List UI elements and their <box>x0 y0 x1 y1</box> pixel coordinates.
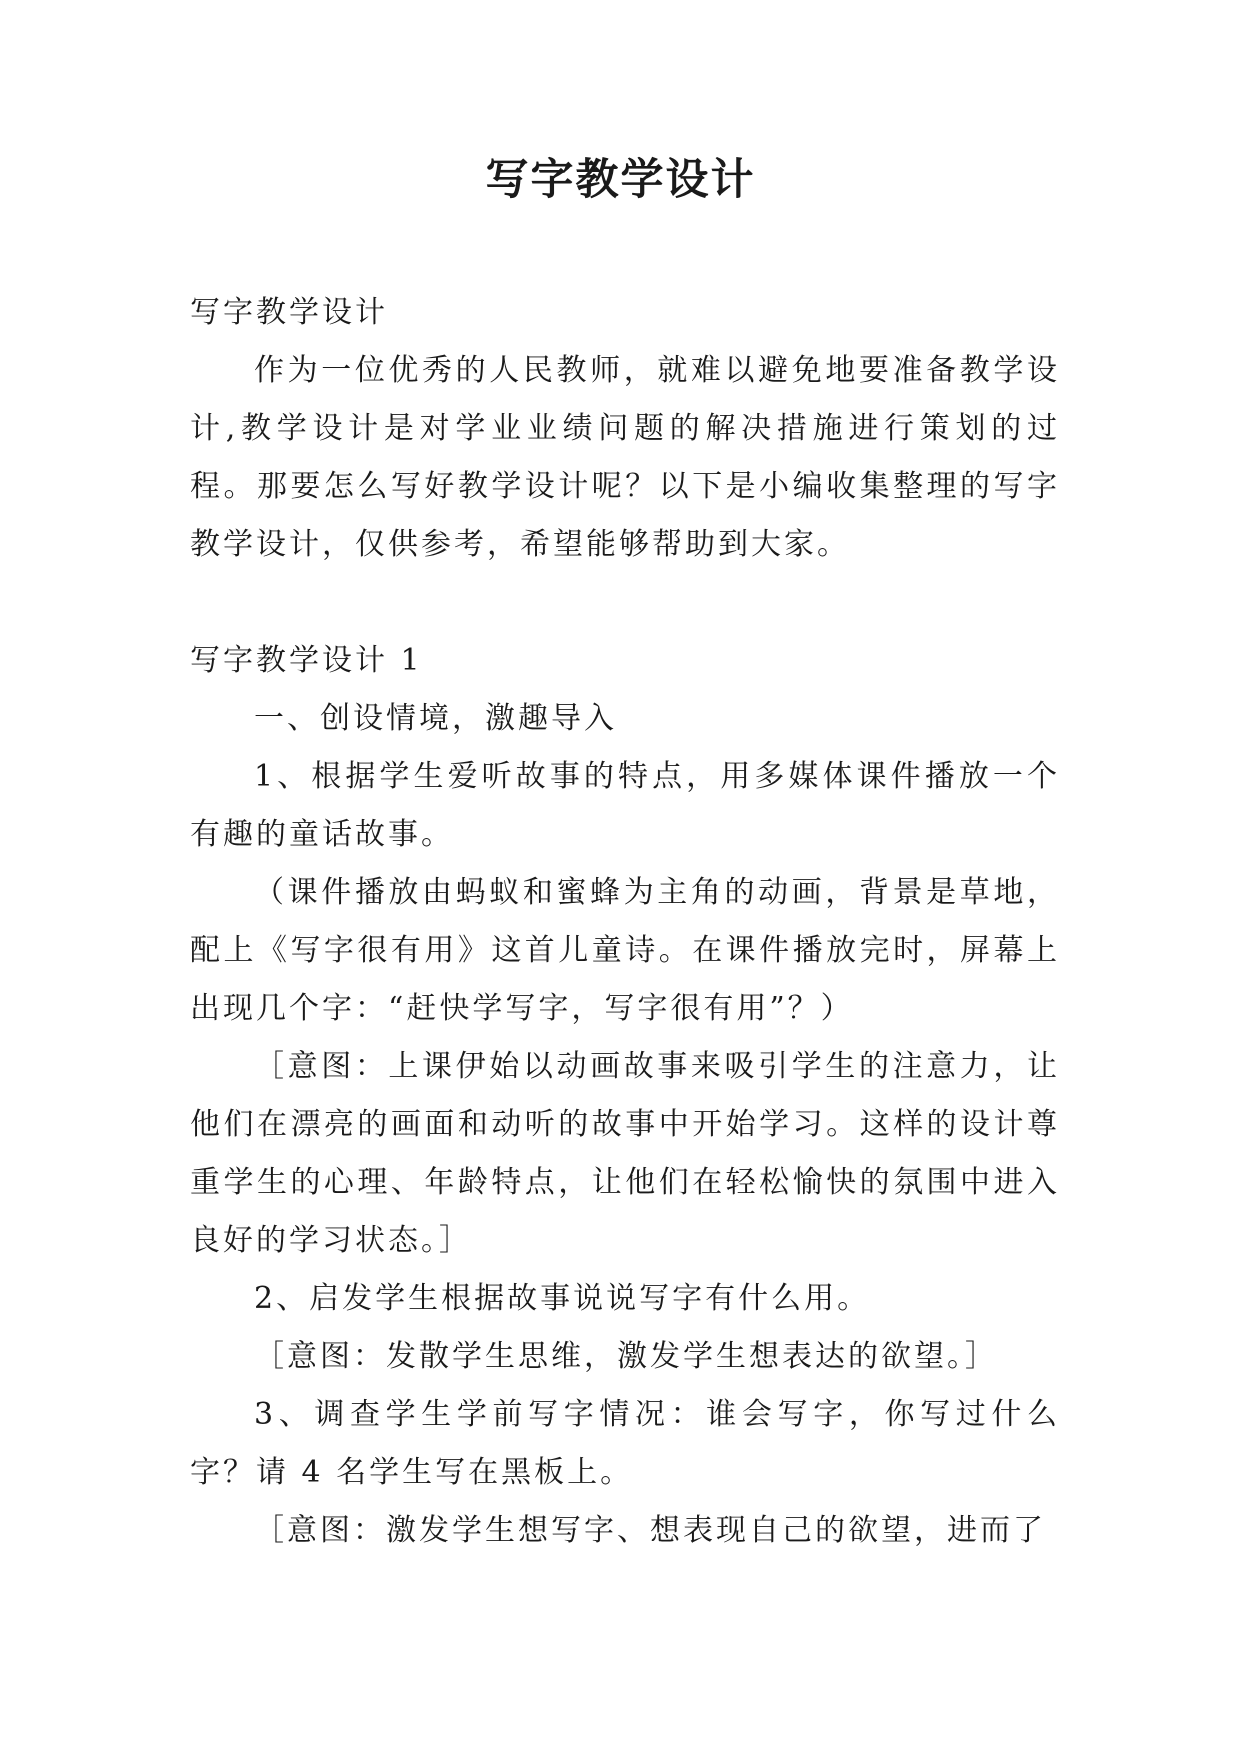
paragraph: ［意图：上课伊始以动画故事来吸引学生的注意力，让他们在漂亮的画面和动听的故事中开始学习。这样的设计尊重学生的心理、年龄特点，让他们在轻松愉快的氛围中进入良好的学习状态。］ <box>190 1049 1060 1258</box>
paragraph: ［意图：激发学生想写字、想表现自己的欲望，进而了 <box>254 1513 1046 1548</box>
paragraph: 一、创设情境，激趣导入 <box>254 701 617 736</box>
paragraph: 1、根据学生爱听故事的特点，用多媒体课件播放一个有趣的童话故事。 <box>190 759 1060 852</box>
paragraph: ［意图：发散学生思维，激发学生想表达的欲望。］ <box>254 1339 998 1374</box>
paragraph: 写字教学设计 <box>190 295 388 330</box>
paragraph: 3、调查学生学前写字情况：谁会写字，你写过什么字？请 4 名学生写在黑板上。 <box>190 1397 1060 1490</box>
paragraph: 2、启发学生根据故事说说写字有什么用。 <box>254 1281 871 1316</box>
document-title: 写字教学设计 <box>485 155 756 205</box>
paragraph: （课件播放由蚂蚁和蜜蜂为主角的动画，背景是草地，配上《写字很有用》这首儿童诗。在课件播放完时，屏幕上出现几个字：“赶快学写字，写字很有用”？） <box>190 875 1060 1026</box>
document-body <box>190 284 1060 1560</box>
paragraph: 作为一位优秀的人民教师，就难以避免地要准备教学设计,教学设计是对学业业绩问题的解决措施进行策划的过程。那要怎么写好教学设计呢？以下是小编收集整理的写字教学设计，仅供参考，希望能够帮助到大家。 <box>190 353 1060 562</box>
paragraph: 写字教学设计 1 <box>190 643 423 678</box>
